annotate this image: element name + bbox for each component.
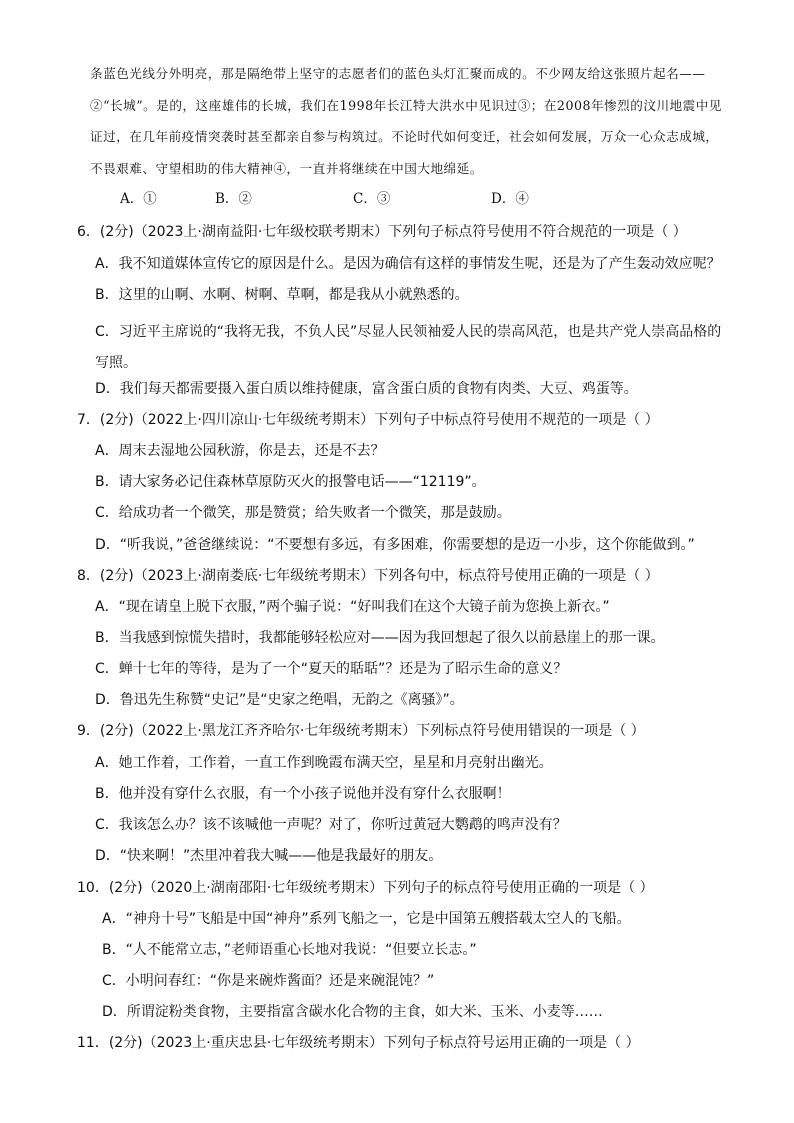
question-11-stem: 11．(2分)（2023上·重庆忠县·七年级统考期末）下列句子标点符号运用正确的一项是（ ） xyxy=(77,1035,640,1051)
question-6-option-b[interactable]: B．这里的山啊、水啊、树啊、草啊，都是我从小就熟悉的。 xyxy=(95,287,469,303)
question-10-option-a[interactable]: A．“神舟十号”飞船是中国“神舟”系列飞船之一，它是中国第五艘搭载太空人的飞船。 xyxy=(102,911,631,927)
question-7-option-d[interactable]: D．“听我说，”爸爸继续说：“不要想有多远，有多困难，你需要想的是迈一小步，这个你能做到。” xyxy=(95,537,695,553)
question-8-option-c[interactable]: C．蝉十七年的等待，是为了一个“夏天的聒聒”？还是为了昭示生命的意义？ xyxy=(95,661,568,677)
passage-option-d[interactable]: D．④ xyxy=(491,191,529,207)
question-6-stem: 6．(2分)（2023上·湖南益阳·七年级校联考期末）下列句子标点符号使用不符合规范的一项是（ ） xyxy=(77,224,687,240)
question-7-option-a[interactable]: A．周末去湿地公园秋游，你是去，还是不去？ xyxy=(95,443,385,459)
question-9-option-d[interactable]: D．“快来啊！”杰里冲着我大喊——他是我最好的朋友。 xyxy=(95,848,443,864)
question-9-option-b[interactable]: B．他并没有穿什么衣服，有一个小孩子说他并没有穿什么衣服啊！ xyxy=(95,786,511,802)
question-7-option-b[interactable]: B．请大家务必记住森林草原防灭火的报警电话——“12119”。 xyxy=(95,474,486,490)
question-10-option-d[interactable]: D．所谓淀粉类食物，主要指富含碳水化合物的主食，如大米、玉米、小麦等…… xyxy=(102,1004,603,1020)
question-10-stem: 10．(2分)（2020上·湖南邵阳·七年级统考期末）下列句子的标点符号使用正确的一项是（ ） xyxy=(77,880,654,896)
question-7-option-c[interactable]: C．给成功者一个微笑，那是赞赏；给失败者一个微笑，那是鼓励。 xyxy=(95,505,511,521)
question-10-option-c[interactable]: C．小明问春红：“你是来碗炸酱面？还是来碗混饨？” xyxy=(102,973,435,989)
question-6-option-c[interactable]: C．习近平主席说的“我将无我，不负人民”尽显人民领袖爱人民的崇高风范，也是共产党人崇高品格的写照。 xyxy=(95,324,722,371)
question-8-option-d[interactable]: D．鲁迅先生称赞“史记”是“史家之绝唱，无韵之《离骚》”。 xyxy=(95,692,464,708)
question-10-option-b[interactable]: B．“人不能常立志，”老师语重心长地对我说：“但要立长志。” xyxy=(102,942,477,958)
passage-options xyxy=(120,187,720,211)
passage-option-c[interactable]: C．③ xyxy=(353,191,391,207)
question-9-option-c[interactable]: C．我该怎么办？该不该喊他一声呢？对了，你听过黄冠大鹦鹉的鸣声没有？ xyxy=(95,817,567,833)
question-6-option-a[interactable]: A．我不知道媒体宣传它的原因是什么。是因为确信有这样的事情发生呢，还是为了产生轰动效应呢？ xyxy=(95,256,721,272)
passage-option-a[interactable]: A．① xyxy=(120,191,157,207)
question-8-option-b[interactable]: B．当我感到惊慌失措时，我都能够轻松应对——因为我回想起了很久以前悬崖上的那一课。 xyxy=(95,630,665,646)
passage-option-b[interactable]: B．② xyxy=(215,191,252,207)
question-9-option-a[interactable]: A．她工作着，工作着，一直工作到晚霞布满天空，星星和月亮射出幽光。 xyxy=(95,755,553,771)
passage-text: 条蓝色光线分外明亮，那是隔绝带上坚守的志愿者们的蓝色头灯汇聚而成的。不少网友给这张照片起名——②“长城”。是的，这座雄伟的长城，我们在1998年长江特大洪水中见识过③；在2008年惨烈的汶川地震中见证过，在几年前疫情突袭时甚至都亲自参与构筑过。不论时代如何变迁，社会如何发展，万众一心众志成城，不畏艰难、守望相助的伟大精神④，一直并将继续在中国大地绵延。 xyxy=(90,66,722,176)
question-6-option-d[interactable]: D．我们每天都需要摄入蛋白质以维持健康，富含蛋白质的食物有肉类、大豆、鸡蛋等。 xyxy=(95,381,638,397)
question-8-option-a[interactable]: A．“现在请皇上脱下衣服，”两个骗子说：“好叫我们在这个大镜子前为您换上新衣。” xyxy=(95,599,610,615)
question-9-stem: 9．(2分)（2022上·黑龙江齐齐哈尔·七年级统考期末）下列标点符号使用错误的一项是（ ） xyxy=(77,723,645,739)
question-7-stem: 7．(2分)（2022上·四川凉山·七年级统考期末）下列句子中标点符号使用不规范的一项是（ ） xyxy=(77,412,659,428)
question-8-stem: 8．(2分)（2023上·湖南娄底·七年级统考期末）下列各句中，标点符号使用正确的一项是（ ） xyxy=(77,568,659,584)
